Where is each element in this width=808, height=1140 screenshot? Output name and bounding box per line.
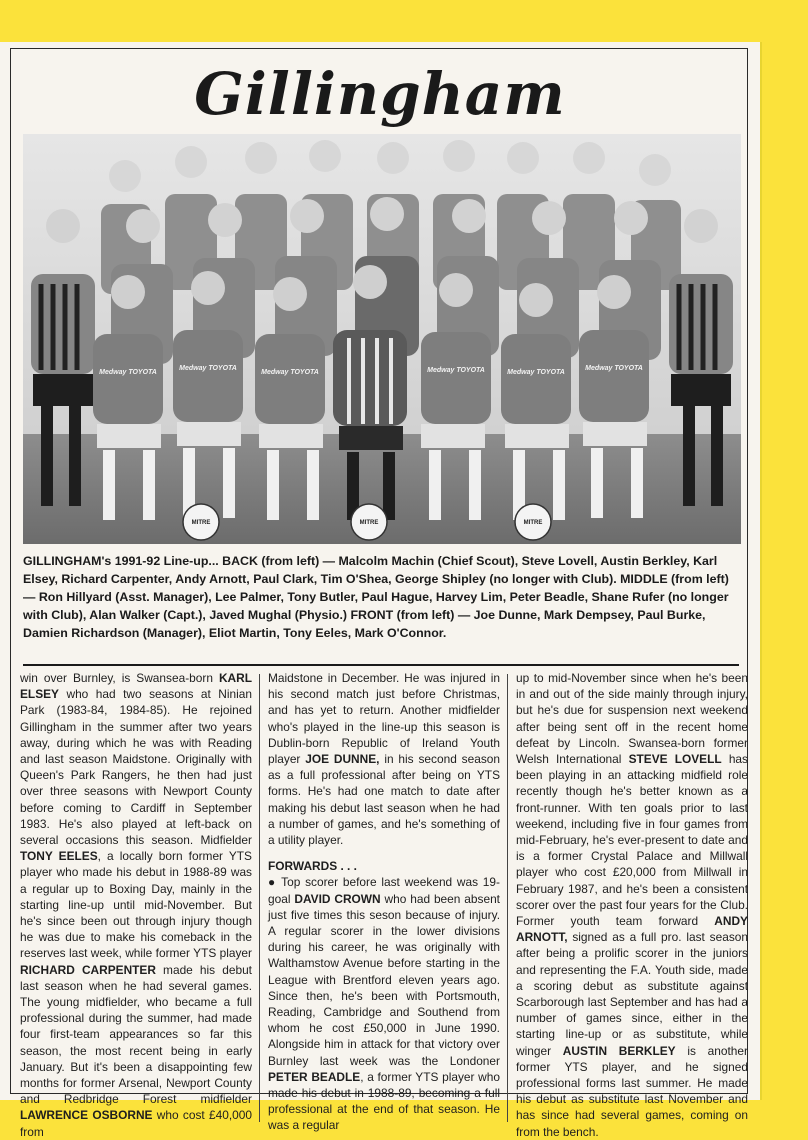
team-photo — [23, 134, 741, 544]
player-name: KARL ELSEY — [20, 671, 252, 702]
caption-divider — [23, 664, 739, 666]
article-column-3 — [516, 670, 748, 1140]
article-paragraph: ● Top scorer before last weekend was 19-goal DAVID CROWN who had been absent just five times this seson because of injury. A regular scorer in the lower divisions during his career, he was originally with Walthamstow Avenue before starting in the League with Brentford eleven years ago. Since then, he's been with Portsmouth, Reading, Cambridge and Southend from whom he cost £50,000 in June 1990. Alongside him in attack for that victory over Burnley last week was the Londoner PETER BEADLE, a former YTS player who made his debut in 1988-89, becoming a full professional at the end of that season. He was a regular — [268, 875, 500, 1133]
column-divider — [259, 674, 260, 1122]
player-name: LAWRENCE OSBORNE — [20, 1108, 153, 1123]
shirt-sponsor: Medway TOYOTA — [427, 367, 485, 374]
shirt-sponsor: Medway TOYOTA — [585, 365, 643, 372]
page-title: Gillingham — [194, 60, 566, 128]
team-photo-illustration — [23, 134, 741, 544]
article-paragraph: up to mid-November since when he's been in and out of the side mainly through injury, but he's due for suspension next weekend after being sent off in the recent home defeat by Lincoln. Swansea-born former Welsh International STEVE LOVELL has been playing in an attacking midfield role recently though he's better known as a front-runner. With ten goals prior to last weekend, including five in four games from mid-February, he's ever-present to date and is a former Crystal Palace and Millwall player who cost £20,000 from Millwall in February 1987, and he's been a consistent scorer over the past four years for the Club. Former youth team forward ANDY ARNOTT, signed as a full pro. last season after being a prolific scorer in the juniors and representing the F.A. Youth side, made a scoring debut as substitute against Scarborough last September and has had a number of games since, either in the starting line-up or as substitute, while winger AUSTIN BERKLEY is another former YTS player, and he signed professional forms last summer. He made his debut as substitute last November and has since had several games, coming on from the bench. — [516, 671, 748, 1139]
article-column-1 — [20, 670, 252, 1140]
magazine-page — [0, 42, 760, 1139]
ball-label: MITRE — [191, 520, 211, 526]
article-paragraph: win over Burnley, is Swansea-born KARL ELSEY who had two seasons at Ninian Park (1983-84, 1984-85). He rejoined Gillingham in the summer after two years away, during which he was with Reading and last season Maidstone. Originally with Queen's Park Rangers, he then had just over three seasons with Newport County before coming to Cardiff in September 1983. He's also played at left-back on several occasions this season. Midfielder TONY EELES, a locally born former YTS player who made his debut in 1988-89 was a regular up to Boxing Day, mainly in the starting line-up until mid-November. But he's since been out through injury though he was due to make his comeback in the reserves last week, while former YTS player RICHARD CARPENTER made his debut last season when he had several games. The young midfielder, who became a full professional during the summer, had made four first-team appearances so far this season, the most recent being in early January. But it's been a disappointing few months for former Arsenal, Newport County and Redbridge Forest midfielder LAWRENCE OSBORNE who cost £40,000 from — [20, 671, 252, 1139]
ball-label: MITRE — [359, 520, 379, 526]
shirt-sponsor: Medway TOYOTA — [261, 369, 319, 376]
player-name: DAVID CROWN — [294, 891, 381, 906]
shirt-sponsor: Medway TOYOTA — [507, 369, 565, 376]
shirt-sponsor: Medway TOYOTA — [99, 369, 157, 376]
article-paragraph: Maidstone in December. He was injured in his second match just before Christmas, and has yet to return. Another midfielder who's played in the line-up this season is Dublin-born Republic of Ireland Youth player JOE DUNNE, in his second season as a full professional after being on YTS forms. He's had one match to date after making his debut last season when he had a number of games, and he's something of a utility player. — [268, 671, 500, 848]
player-name: AUSTIN BERKLEY — [562, 1043, 676, 1058]
photo-caption: GILLINGHAM's 1991-92 Line-up... BACK (from left) — Malcolm Machin (Chief Scout), Steve Lovell, Austin Berkley, Karl Elsey, Richard Carpenter, Andy Arnott, Paul Clark, Tim O'Shea, George Shipley (no longer with Club). MIDDLE (from left) — Ron Hillyard (Asst. Manager), Lee Palmer, Tony Butler, Paul Hague, Harvey Lim, Peter Beadle, Shane Rufer (no longer with Club), Alan Walker (Capt.), Javed Mughal (Physio.) FRONT (from left) — Joe Dunne, Mark Dempsey, Paul Burke, Damien Richardson (Manager), Eliot Martin, Tony Eeles, Mark O'Connor. — [23, 554, 729, 640]
ball-label: MITRE — [523, 520, 543, 526]
shirt-sponsor: Medway TOYOTA — [179, 365, 237, 372]
player-name: RICHARD CARPENTER — [20, 962, 156, 977]
player-name: STEVE LOVELL — [628, 752, 722, 767]
player-name: ANDY ARNOTT, — [516, 914, 748, 945]
player-name: PETER BEADLE — [268, 1069, 361, 1084]
column-divider — [507, 674, 508, 1122]
section-heading-forwards: FORWARDS . . . — [268, 859, 357, 874]
player-name: TONY EELES — [20, 849, 98, 864]
player-name: JOE DUNNE, — [305, 752, 380, 767]
article-column-2 — [268, 670, 500, 1134]
